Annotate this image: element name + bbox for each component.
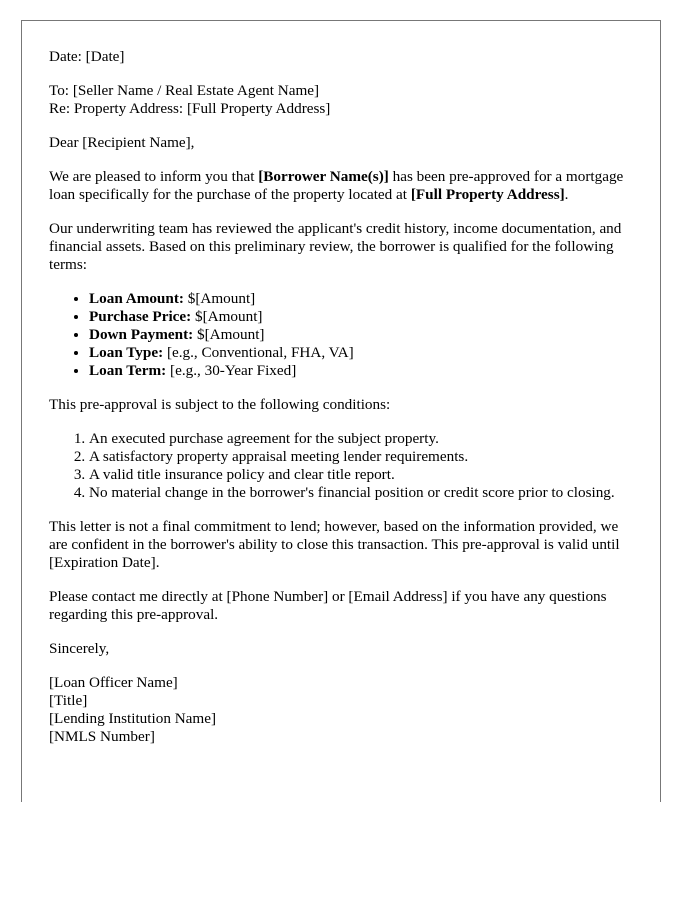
to-line: To: [Seller Name / Real Estate Agent Name]	[49, 82, 320, 99]
loan-terms-list	[49, 290, 632, 380]
term-value: $[Amount]	[183, 290, 256, 307]
term-loan-type	[89, 344, 632, 362]
term-label: Loan Amount:	[89, 290, 184, 307]
date-line: Date: [Date]	[49, 48, 125, 65]
condition-item: 1. An executed purchase agreement for the subject property.	[89, 430, 632, 448]
condition-item: 2. A satisfactory property appraisal meeting lender requirements.	[89, 448, 632, 466]
term-value: $[Amount]	[193, 326, 265, 343]
term-value: [e.g., Conventional, FHA, VA]	[163, 344, 354, 361]
intro-paragraph	[49, 168, 632, 204]
address-block	[49, 82, 632, 118]
intro-text-1: We are pleased to inform you that	[49, 168, 259, 185]
signature-nmls: [NMLS Number]	[49, 728, 155, 745]
conditions-intro: This pre-approval is subject to the following conditions:	[49, 396, 391, 413]
contact-paragraph: Please contact me directly at [Phone Number] or [Email Address] if you have any questions regarding this pre-approval.	[49, 588, 607, 623]
term-value: [e.g., 30-Year Fixed]	[166, 362, 297, 379]
term-label: Down Payment:	[89, 326, 194, 343]
conditions-list	[49, 430, 632, 502]
underwriting-paragraph: Our underwriting team has reviewed the applicant's credit history, income documentation, and financial assets. Based on this preliminary review, the borrower is qualified for the following terms:	[49, 220, 622, 273]
term-purchase-price	[89, 308, 632, 326]
term-loan-term	[89, 362, 632, 380]
condition-item: 4. No material change in the borrower's financial position or credit score prior to closing.	[89, 484, 632, 502]
signature-name: [Loan Officer Name]	[49, 674, 178, 691]
borrower-name: [Borrower Name(s)]	[258, 168, 389, 185]
intro-text-2: has been pre-approved for a mortgage loan specifically for the purchase of the property located at	[49, 168, 624, 203]
signature-block	[49, 674, 632, 746]
closing: Sincerely,	[49, 640, 110, 657]
intro-text-3: .	[564, 186, 569, 203]
commitment-paragraph: This letter is not a final commitment to lend; however, based on the information provided, we are confident in the borrower's ability to close this transaction. This pre-approval is valid until [Expiration Date].	[49, 518, 620, 571]
term-down-payment	[89, 326, 632, 344]
signature-institution: [Lending Institution Name]	[49, 710, 217, 727]
term-label: Loan Type:	[89, 344, 164, 361]
property-address: [Full Property Address]	[410, 186, 565, 203]
condition-item: 3. A valid title insurance policy and clear title report.	[89, 466, 632, 484]
salutation: Dear [Recipient Name],	[49, 134, 195, 151]
signature-title: [Title]	[49, 692, 88, 709]
term-value: $[Amount]	[191, 308, 263, 325]
re-line: Re: Property Address: [Full Property Address]	[49, 100, 331, 117]
letter-page	[21, 20, 661, 802]
term-loan-amount	[89, 290, 632, 308]
term-label: Loan Term:	[89, 362, 167, 379]
term-label: Purchase Price:	[89, 308, 192, 325]
